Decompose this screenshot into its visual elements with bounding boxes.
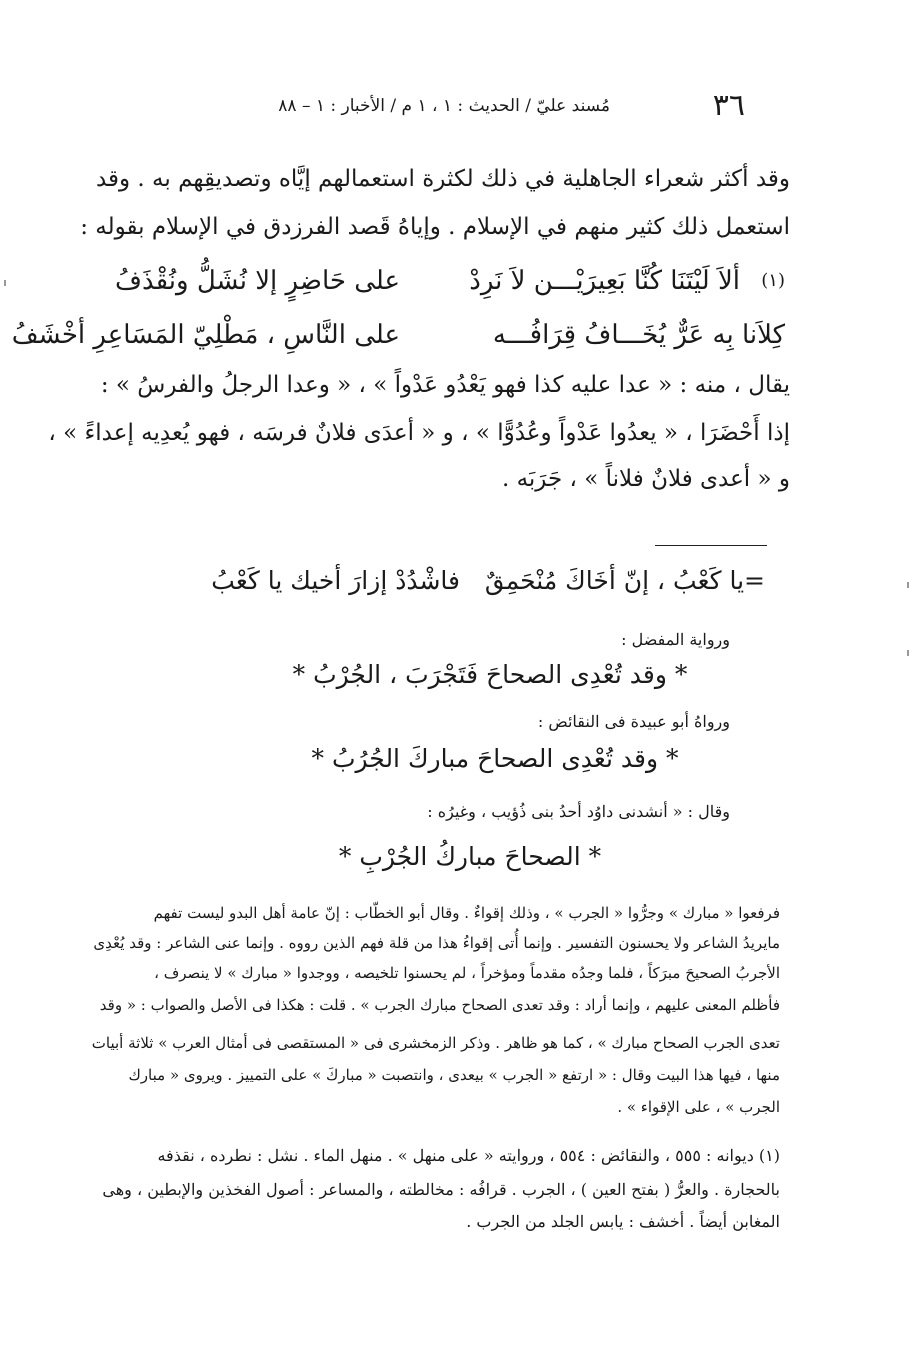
body2-line-3: و « أعدى فلانٌ فلاناً » ، جَرَبَه . [501,466,790,492]
mufaddal-label: ورواية المفضل : [621,630,730,649]
verse-1-right: ألاَ لَيْتَنَا كُنَّا بَعِيرَيْـــن لاَ نَرِدْ [469,266,740,296]
footnote-line-2: بالحجارة . والعرُّ ( بفتح العين ) ، الجرب . قرافُه : مخالطته ، والمساعر : أصول الفخذين والإبطين ، وهى [102,1180,780,1199]
commentary-line-1: فرفعوا « مبارك » وجرُّوا « الجرب » ، وذلك إقواءٌ . وقال أبو الخطّاب : إنّ عامة أهل البدو ليست تفهم [153,904,780,922]
notes-separator [655,545,767,546]
commentary-line-5: تعدى الجرب الصحاح مبارك » ، كما هو ظاهر . وذكر الزمخشرى فى « المستقصى فى أمثال العرب » ثلاثة أبيات [91,1034,780,1052]
body2-line-2: إذا أَحْضَرَا ، « يعدُوا عَدْواً وعُدُوًّا » ، و « أعدَى فلانٌ فرسَه ، فهو يُعدِيه إعداءً » ، [48,420,790,446]
body-line-1: وقد أكثر شعراء الجاهلية في ذلك لكثرة استعمالهم إيَّاه وتصديقِهم به . وقد [95,166,790,192]
verse-2-left: على النَّاسِ ، مَطْلِيّ المَسَاعِرِ أخْشَفُ [11,320,400,350]
dawud-verse: * الصحاحَ مباركُ الجُرْبِ * [338,842,602,871]
verse-1-left: على حَاضِرٍ إلا نُشَلُّ ونُقْذَفُ [115,266,400,296]
scan-mark [907,582,909,588]
body2-line-1: يقال ، منه : « عدا عليه كذا فهو يَعْدُو عَدْواً » ، « وعدا الرجلُ والفرسُ » : [100,372,790,398]
notes-verse-a-right: =يا كَعْبُ ، إنّ أخَاكَ مُنْحَمِقٌ [484,566,765,595]
scan-mark [4,280,6,286]
footnote-marker: (١) [761,270,785,291]
page-number: ٣٦ [712,88,745,123]
abu-ubayda-verse: * وقد تُعْدِى الصحاحَ مباركَ الجُرُبُ * [311,744,679,773]
abu-ubayda-label: ورواهُ أبو عبيدة فى النقائض : [537,712,730,731]
footnote-line-3: المغابن أيضاً . أخشف : يابس الجلد من الجرب . [466,1212,780,1231]
running-head: مُسند عليّ / الحديث : ١ ، ١ م / الأخبار : ١ – ٨٨ [278,96,610,116]
scan-mark [907,650,909,656]
verse-2-right: كِلاَنا بِه عَرٌّ يُخَـــافُ قِرَافُـــه [492,320,785,350]
commentary-line-6: منها ، فيها هذا البيت وقال : « ارتفع « الجرب » بيعدى ، وانتصبت « مباركَ » على التمييز . ويروى « مبارك [128,1066,780,1084]
commentary-line-4: فأظلم المعنى عليهم ، وإنما أراد : وقد تعدى الصحاح مبارك الجرب » . قلت : هكذا فى الأصل والصواب : « وقد [99,996,780,1014]
commentary-line-3: الأجربُ الصحيحَ مبرَكاً ، فلما وجدُه مقدماً ومؤخراً ، لم يحسنوا تلخيصه ، ووجدوا « مبارك » لا ينصرف ، [154,964,780,982]
body-line-2: استعمل ذلك كثير منهم في الإسلام . وإياهُ قَصد الفرزدق في الإسلام بقوله : [80,214,790,240]
commentary-line-2: مايريدُ الشاعر ولا يحسنون التفسير . وإنما أُتى إقواءُ هذا من قلة فهم الذين رووه . وإنما عنى الشاعر : وقد يُعْدِى [93,934,780,952]
footnote-line-1: (١) ديوانه : ٥٥٥ ، والنقائض : ٥٥٤ ، وروايته « على منهل » . منهل الماء . نشل : نطرده ، نقذفه [157,1146,780,1165]
notes-verse-a-left: فاشْدُدْ إزارَ أخيك يا كَعْبُ [211,566,460,595]
commentary-line-7: الجرب » ، على الإقواء » . [617,1098,780,1116]
mufaddal-verse: * وقد تُعْدِى الصحاحَ فَتَجْرَبَ ، الجُرْبُ * [292,660,688,689]
footnote-ref [745,270,785,291]
dawud-label: وقال : « أنشدنى داوُد أحدُ بنى ذُؤيب ، وغيرُه : [427,802,730,821]
